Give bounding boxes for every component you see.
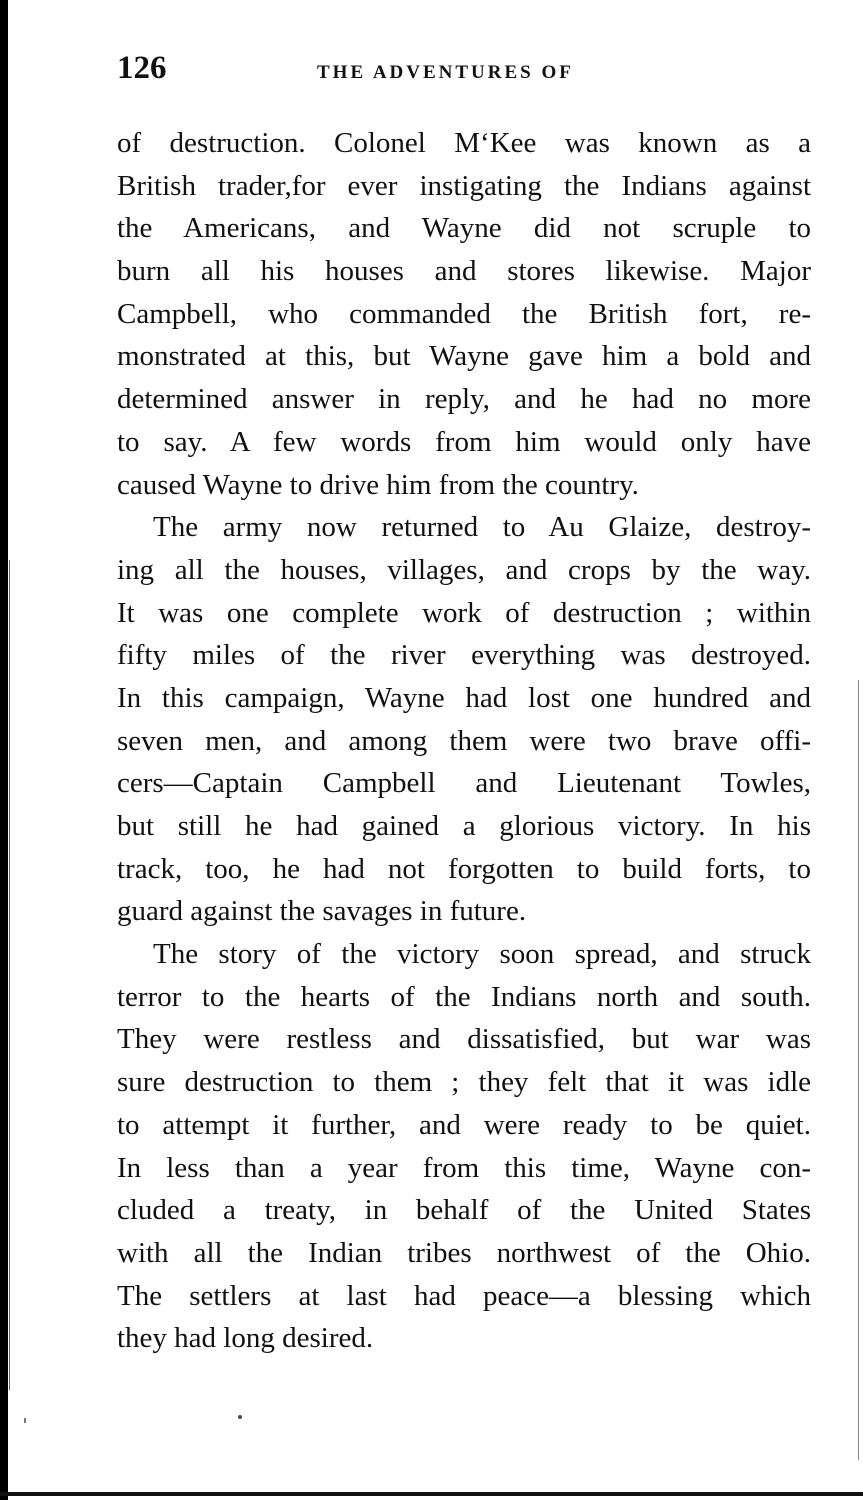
text-line: to say. A few words from him would only have — [117, 425, 811, 458]
text-line: ing all the houses, villages, and crops by the way. — [117, 553, 811, 586]
text-line: sure destruction to them ; they felt that it was idle — [117, 1066, 811, 1099]
text-line: the Americans, and Wayne did not scruple to — [117, 212, 811, 245]
text-line: terror to the hearts of the Indians north and south. — [117, 980, 811, 1013]
scan-right-edge-line — [858, 680, 859, 1460]
text-line: In this campaign, Wayne had lost one hundred and — [117, 681, 811, 714]
text-line: Campbell, who commanded the British fort, re- — [117, 297, 811, 330]
text-line: fifty miles of the river everything was destroyed. — [117, 639, 811, 672]
scan-margin-line — [9, 560, 10, 1390]
text-line: track, too, he had not forgotten to build forts, to — [117, 852, 811, 885]
page-binding-edge — [0, 0, 8, 1500]
text-line: with all the Indian tribes northwest of the Ohio. — [117, 1236, 811, 1269]
text-line: determined answer in reply, and he had no more — [117, 383, 811, 416]
text-line: British trader,for ever instigating the Indians against — [117, 169, 811, 202]
text-line: caused Wayne to drive him from the country. — [117, 468, 639, 501]
scan-speck — [24, 1418, 26, 1423]
text-line: In less than a year from this time, Wayne con- — [117, 1151, 811, 1184]
page-bottom-edge — [0, 1492, 863, 1496]
text-line: The settlers at last had peace—a blessing which — [117, 1279, 811, 1312]
text-line: It was one complete work of destruction ; within — [117, 596, 811, 629]
text-line: monstrated at this, but Wayne gave him a bold and — [117, 340, 811, 373]
text-line: but still he had gained a glorious victory. In his — [117, 810, 811, 842]
text-line: to attempt it further, and were ready to be quiet. — [117, 1108, 811, 1141]
text-line: The army now returned to Au Glaize, destroy- — [153, 511, 811, 544]
text-line: they had long desired. — [117, 1322, 374, 1355]
page-number: 126 — [117, 50, 167, 86]
text-line: cluded a treaty, in behalf of the United States — [117, 1194, 811, 1227]
text-line: The story of the victory soon spread, and struck — [153, 938, 811, 971]
text-line: guard against the savages in future. — [117, 895, 527, 928]
text-line: seven men, and among them were two brave offi- — [117, 724, 811, 757]
text-line: of destruction. Colonel M‘Kee was known as a — [117, 127, 811, 159]
body-text — [117, 122, 811, 1360]
text-line: They were restless and dissatisfied, but war was — [117, 1023, 811, 1056]
text-line: cers—Captain Campbell and Lieutenant Towles, — [117, 767, 811, 800]
running-head: THE ADVENTURES OF — [317, 62, 574, 83]
text-line: burn all his houses and stores likewise. Major — [117, 255, 811, 288]
scan-speck — [238, 1415, 242, 1419]
page-header — [117, 50, 811, 100]
